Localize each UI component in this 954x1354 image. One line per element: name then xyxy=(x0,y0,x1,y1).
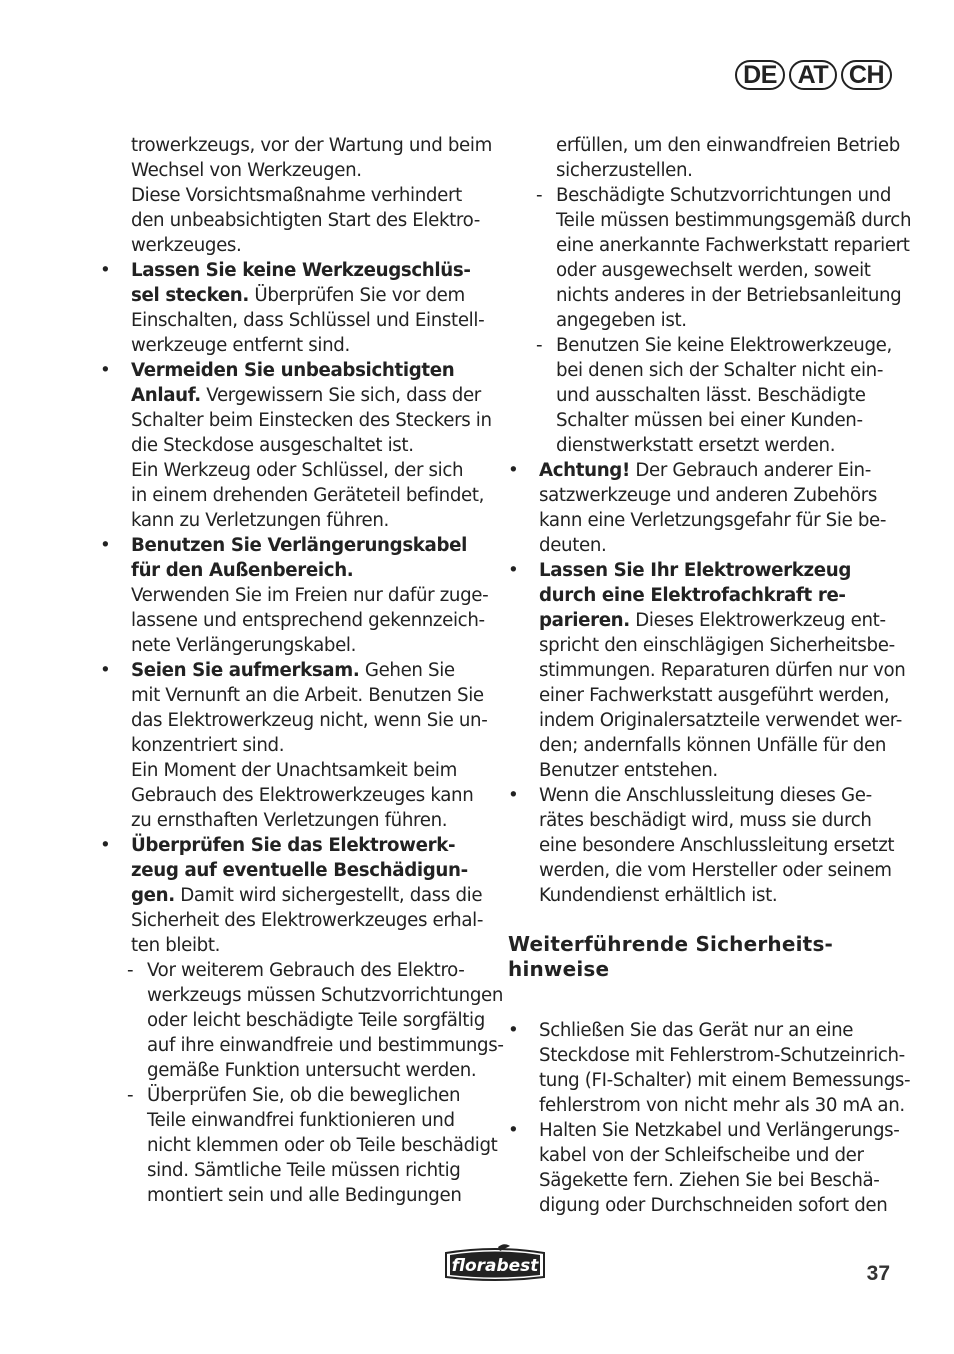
text-line: trowerkzeugs, vor der Wartung und beim xyxy=(131,135,492,156)
text-span: Vergewissern Sie sich, dass der xyxy=(200,385,481,406)
text-line: eine besondere Anschlussleitung ersetzt xyxy=(539,835,895,856)
text-line: angegeben ist. xyxy=(556,310,687,331)
text-line: mit Vernunft an die Arbeit. Benutzen Sie xyxy=(131,685,484,706)
text-line: bei denen sich der Schalter nicht ein- xyxy=(556,360,884,381)
text-line: werden, die vom Hersteller oder seinem xyxy=(539,860,892,881)
text-line: und ausschalten lässt. Beschädigte xyxy=(556,385,866,406)
dash-icon: - xyxy=(127,1085,134,1106)
text-span: Dieses Elektrowerkzeug ent- xyxy=(629,610,886,631)
text-line: Schalter beim Einstecken des Steckers in xyxy=(131,410,492,431)
text-line: Überprüfen Sie, ob die beweglichen xyxy=(147,1085,461,1106)
text-line: digung oder Durchschneiden sofort den xyxy=(539,1195,888,1216)
text-line: indem Originalersatzteile verwendet wer- xyxy=(539,710,902,731)
bullet-heading: Seien Sie aufmerksam. xyxy=(131,660,360,681)
bullet-heading: Anlauf. xyxy=(131,385,201,406)
text-line: Kundendienst erhältlich ist. xyxy=(539,885,778,906)
bullet-item-attentive xyxy=(100,658,488,833)
text-line: satzwerkzeuge und anderen Zubehörs xyxy=(539,485,877,506)
bullet-heading: gen. xyxy=(131,885,175,906)
text-line: den unbeabsichtigten Start des Elektro- xyxy=(131,210,480,231)
text-line: dienstwerkstatt ersetzt werden. xyxy=(556,435,836,456)
text-line: Einschalten, dass Schlüssel und Einstell- xyxy=(131,310,485,331)
text-line: den; andernfalls können Unfälle für den xyxy=(539,735,887,756)
dash-icon: - xyxy=(536,185,543,206)
intro-paragraph xyxy=(100,133,492,258)
bullet-item-attention xyxy=(508,458,892,558)
bullet-heading: sel stecken. xyxy=(131,285,249,306)
text-line: Diese Vorsichtsmaßnahme verhindert xyxy=(131,185,462,206)
text-line: das Elektrowerkzeug nicht, wenn Sie un- xyxy=(131,710,488,731)
heading-line: Weiterführende Sicherheits- xyxy=(508,932,834,956)
bullet-icon: • xyxy=(100,660,111,681)
text-line: Benutzer entstehen. xyxy=(539,760,718,781)
text-line: sind. Sämtliche Teile müssen richtig xyxy=(147,1160,461,1181)
text-line: Schalter müssen bei einer Kunden- xyxy=(556,410,863,431)
text-line: deuten. xyxy=(539,535,607,556)
bullet-item-repair xyxy=(508,558,906,783)
text-line: einer Fachwerkstatt ausgeführt werden, xyxy=(539,685,890,706)
language-badges xyxy=(735,60,892,90)
text-line: kann eine Verletzungsgefahr für Sie be- xyxy=(539,510,887,531)
text-line: Ein Moment der Unachtsamkeit beim xyxy=(131,760,457,781)
bullet-item-rcd xyxy=(508,1018,911,1118)
text-span: Überprüfen Sie vor dem xyxy=(248,285,465,306)
bullet-heading: Lassen Sie keine Werkzeugschlüs- xyxy=(131,260,471,281)
text-line: Beschädigte Schutzvorrichtungen und xyxy=(556,185,892,206)
bullet-item-startup xyxy=(100,358,492,533)
text-line: sicherzustellen. xyxy=(556,160,693,181)
text-line xyxy=(131,658,485,683)
text-line: tung (FI-Schalter) mit einem Bemessungs- xyxy=(539,1070,911,1091)
bullet-item-keep-cables-away xyxy=(508,1118,900,1218)
text-line: in einem drehenden Geräteteil befindet, xyxy=(131,485,485,506)
text-span: Gehen Sie xyxy=(359,660,455,681)
text-line: werkzeuges. xyxy=(131,235,242,256)
text-line: Teile müssen bestimmungsgemäß durch xyxy=(556,210,912,231)
dash-icon: - xyxy=(127,960,134,981)
text-line: kabel von der Schleifscheibe und der xyxy=(539,1145,864,1166)
text-line: ten bleibt. xyxy=(131,935,221,956)
text-line: Vor weiterem Gebrauch des Elektro- xyxy=(147,960,465,981)
bullet-icon: • xyxy=(508,785,519,806)
dash-item-inspect xyxy=(100,958,504,1083)
bullet-icon: • xyxy=(100,535,111,556)
text-span: Damit wird sichergestellt, dass die xyxy=(174,885,483,906)
florabest-logo xyxy=(440,1243,550,1283)
text-line: Halten Sie Netzkabel und Verlängerungs- xyxy=(539,1120,900,1141)
bullet-item-extension-cable xyxy=(100,533,489,658)
text-line: Teile einwandfrei funktionieren und xyxy=(147,1110,455,1131)
text-line: Verwenden Sie im Freien nur dafür zuge- xyxy=(131,585,489,606)
section-heading xyxy=(508,932,892,982)
text-line: Schließen Sie das Gerät nur an eine xyxy=(539,1020,854,1041)
text-line xyxy=(539,458,892,483)
right-column xyxy=(508,133,912,1218)
bullet-heading: Vermeiden Sie unbeabsichtigten xyxy=(131,360,455,381)
text-line xyxy=(131,383,485,408)
text-line: Wechsel von Werkzeugen. xyxy=(131,160,362,181)
bullet-item-check-damage xyxy=(100,833,485,958)
bullet-icon: • xyxy=(508,560,519,581)
text-line: nicht klemmen oder ob Teile beschädigt xyxy=(147,1135,498,1156)
text-line: kann zu Verletzungen führen. xyxy=(131,510,389,531)
bullet-icon: • xyxy=(100,260,111,281)
text-line: montiert sein und alle Bedingungen xyxy=(147,1185,462,1206)
lang-badge-at: AT xyxy=(789,60,837,90)
bullet-heading: für den Außenbereich. xyxy=(131,560,354,581)
left-column xyxy=(100,133,504,1208)
bullet-icon: • xyxy=(100,360,111,381)
text-line: nichts anderes in der Betriebsanleitung xyxy=(556,285,902,306)
dash-item-damaged-guards xyxy=(508,183,912,333)
text-line: Sicherheit des Elektrowerkzeuges erhal- xyxy=(131,910,484,931)
bullet-icon: • xyxy=(100,835,111,856)
bullet-heading: parieren. xyxy=(539,610,630,631)
text-line: gemäße Funktion untersucht werden. xyxy=(147,1060,477,1081)
text-line: nete Verlängerungskabel. xyxy=(131,635,357,656)
dash-item-faulty-switch xyxy=(508,333,892,458)
text-line: spricht den einschlägigen Sicherheitsbe- xyxy=(539,635,895,656)
text-line: rätes beschädigt wird, muss sie durch xyxy=(539,810,872,831)
bullet-heading: Überprüfen Sie das Elektrowerk- xyxy=(131,835,456,856)
bullet-icon: • xyxy=(508,1020,519,1041)
text-line: auf ihre einwandfreie und bestimmungs- xyxy=(147,1035,504,1056)
text-line xyxy=(539,608,892,633)
bullet-icon: • xyxy=(508,1120,519,1141)
text-line: Sägekette fern. Ziehen Sie bei Beschä- xyxy=(539,1170,880,1191)
bullet-item-power-cord xyxy=(508,783,895,908)
dash-icon: - xyxy=(536,335,543,356)
lang-badge-de: DE xyxy=(735,60,785,90)
text-line: lassene und entsprechend gekennzeich- xyxy=(131,610,485,631)
text-line: oder ausgewechselt werden, soweit xyxy=(556,260,871,281)
bullet-heading: Achtung! xyxy=(539,460,630,481)
text-line: stimmungen. Reparaturen dürfen nur von xyxy=(539,660,906,681)
lang-badge-ch: CH xyxy=(841,60,892,90)
bullet-heading: zeug auf eventuelle Beschädigun- xyxy=(131,860,468,881)
text-line: Benutzen Sie keine Elektrowerkzeuge, xyxy=(556,335,892,356)
bullet-icon: • xyxy=(508,460,519,481)
bullet-heading: durch eine Elektrofachkraft re- xyxy=(539,585,846,606)
text-line: werkzeugs müssen Schutzvorrichtungen xyxy=(147,985,504,1006)
text-line xyxy=(131,883,485,908)
text-line: die Steckdose ausgeschaltet ist. xyxy=(131,435,414,456)
logo-text: florabest xyxy=(451,1256,539,1276)
text-line: oder leicht beschädigte Teile sorgfältig xyxy=(147,1010,485,1031)
text-line: Steckdose mit Fehlerstrom-Schutzeinrich- xyxy=(539,1045,905,1066)
text-line xyxy=(131,283,485,308)
bullet-item-keys xyxy=(100,258,485,358)
text-line: erfüllen, um den einwandfreien Betrieb xyxy=(556,135,900,156)
text-span: Der Gebrauch anderer Ein- xyxy=(629,460,871,481)
dash-item-moving-parts xyxy=(100,1083,498,1208)
text-line: zu ernsthaften Verletzungen führen. xyxy=(131,810,448,831)
text-line: konzentriert sind. xyxy=(131,735,285,756)
page-number: 37 xyxy=(866,1262,890,1285)
text-line: werkzeuge entfernt sind. xyxy=(131,335,350,356)
heading-line: hinweise xyxy=(508,957,610,981)
text-line: Wenn die Anschlussleitung dieses Ge- xyxy=(539,785,872,806)
text-line: eine anerkannte Fachwerkstatt repariert xyxy=(556,235,910,256)
continuation-paragraph xyxy=(508,133,900,183)
bullet-heading: Benutzen Sie Verlängerungskabel xyxy=(131,535,467,556)
text-line: fehlerstrom von nicht mehr als 30 mA an. xyxy=(539,1095,905,1116)
bullet-heading: Lassen Sie Ihr Elektrowerkzeug xyxy=(539,560,851,581)
text-line: Ein Werkzeug oder Schlüssel, der sich xyxy=(131,460,464,481)
text-line: Gebrauch des Elektrowerkzeuges kann xyxy=(131,785,474,806)
